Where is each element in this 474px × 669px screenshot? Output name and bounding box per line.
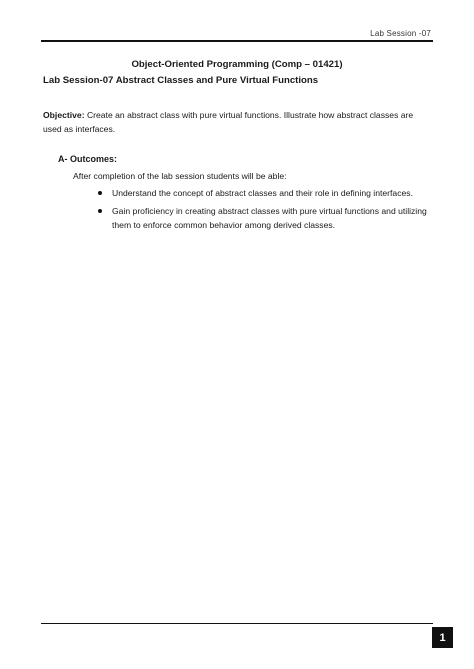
page-number-badge: 1 <box>432 627 453 648</box>
running-header: Lab Session -07 <box>370 29 431 38</box>
outcomes-list <box>98 186 438 236</box>
session-title: Lab Session-07 Abstract Classes and Pure Virtual Functions <box>43 75 319 86</box>
objective-text: Create an abstract class with pure virtual functions. Illustrate how abstract classes are used as interfaces. <box>43 110 414 134</box>
outcome-text: Understand the concept of abstract classes and their role in defining interfaces. <box>112 188 413 198</box>
course-title: Object-Oriented Programming (Comp – 01421) <box>131 59 343 70</box>
outcomes-intro: After completion of the lab session students will be able: <box>73 171 287 181</box>
objective-paragraph <box>43 108 433 136</box>
header-divider <box>41 40 433 42</box>
objective-label: Objective: <box>43 110 85 120</box>
outcome-item <box>98 204 438 232</box>
footer-divider <box>41 623 433 624</box>
outcomes-heading: A- Outcomes: <box>58 154 118 164</box>
bullet-icon <box>98 191 102 195</box>
outcome-item <box>98 186 438 200</box>
outcome-text: Gain proficiency in creating abstract classes with pure virtual functions and utilizing them to enforce common behavior among derived classes. <box>112 206 427 230</box>
bullet-icon <box>98 209 102 213</box>
